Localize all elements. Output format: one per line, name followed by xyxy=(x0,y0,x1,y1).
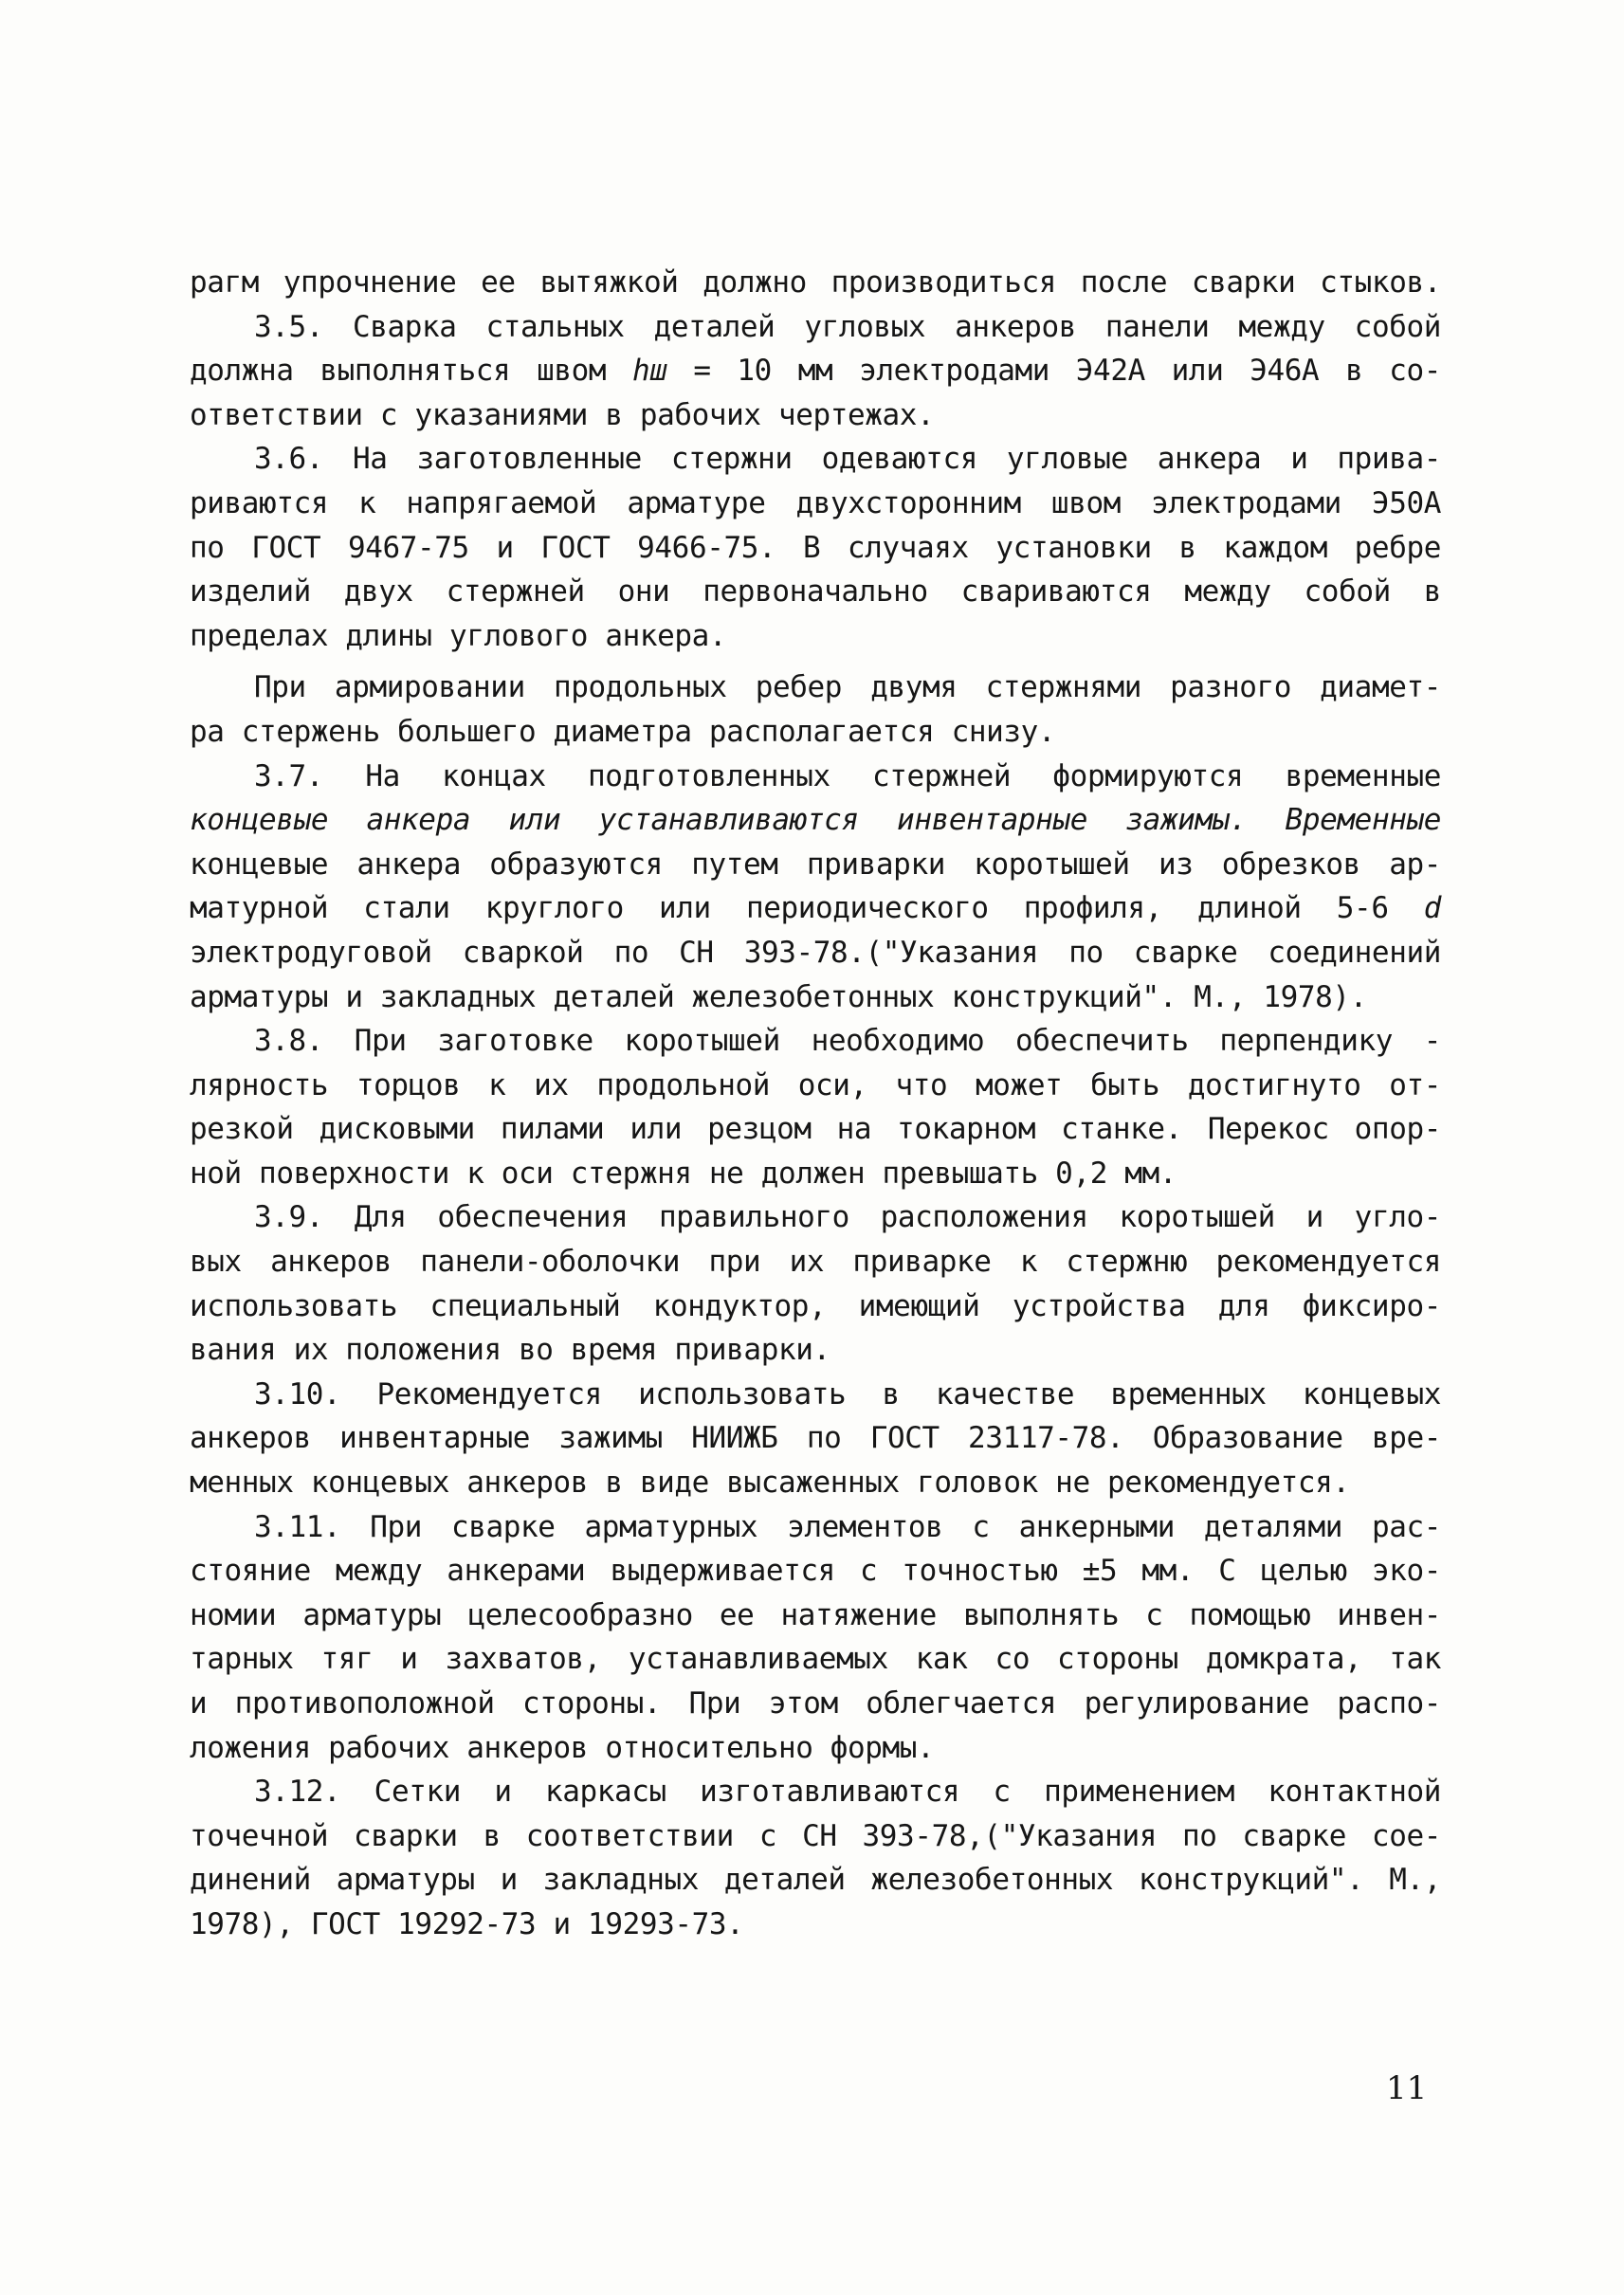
diameter-symbol: d xyxy=(1423,891,1441,926)
text-line: риваются к напрягаемой арматуре двухсторонним швом электродами Э50А xyxy=(190,485,1441,520)
text-line: лярность торцов к их продольной оси, что может быть достигнуто от- xyxy=(190,1067,1441,1102)
text-line xyxy=(190,349,1441,393)
page-number: 11 xyxy=(1386,2069,1428,2107)
text-line: ра стержень большего диаметра располагается снизу. xyxy=(190,714,1056,749)
text-line: ложения рабочих анкеров относительно формы. xyxy=(190,1730,935,1765)
weld-symbol: hш xyxy=(631,354,667,389)
text-line: вания их положения во время приварки. xyxy=(190,1333,830,1368)
text-line: номии арматуры целесообразно ее натяжение выполнять с помощью инвен- xyxy=(190,1597,1441,1632)
text-line: 3.7. На концах подготовленных стержней формируются временные xyxy=(254,758,1441,793)
text-line: арматуры и закладных деталей железобетонных конструкций". М., 1978). xyxy=(190,979,1367,1014)
text-line: концевые анкера образуются путем приварки коротышей из обрезков ар- xyxy=(190,847,1441,882)
text-line: 3.5. Сварка стальных деталей угловых анкеров панели между собой xyxy=(254,309,1441,344)
text-line: использовать специальный кондуктор, имеющий устройства для фиксиро- xyxy=(190,1288,1441,1323)
text-line: При армировании продольных ребер двумя стержнями разного диамет- xyxy=(254,670,1441,705)
text-line xyxy=(190,886,1441,931)
text-line: стояние между анкерами выдерживается с точностью ±5 мм. С целью эко- xyxy=(190,1554,1441,1589)
text-line: 3.8. При заготовке коротышей необходимо обеспечить перпендику - xyxy=(254,1024,1441,1059)
text-line: изделий двух стержней они первоначально свариваются между собой в xyxy=(190,574,1441,610)
text-line: 3.10. Рекомендуется использовать в качестве временных концевых xyxy=(254,1376,1441,1412)
text-line: пределах длины углового анкера. xyxy=(190,618,727,653)
text-line: по ГОСТ 9467-75 и ГОСТ 9466-75. В случаях установки в каждом ребре xyxy=(190,530,1441,565)
text-line: ответствии с указаниями в рабочих чертежах. xyxy=(190,397,935,432)
text-line: 3.6. На заготовленные стержни одеваются угловые анкера и прива- xyxy=(254,442,1441,477)
text-line: 3.11. При сварке арматурных элементов с анкерными деталями рас- xyxy=(254,1509,1441,1544)
text-line: резкой дисковыми пилами или резцом на токарном станке. Перекос опор- xyxy=(190,1112,1441,1147)
text-line: анкеров инвентарные зажимы НИИЖБ по ГОСТ 23117-78. Образование вре- xyxy=(190,1421,1441,1456)
text-fragment: матурной стали круглого или периодического профиля, длиной 5-6 xyxy=(190,891,1424,926)
text-line: ной поверхности к оси стержня не должен превышать 0,2 мм. xyxy=(190,1156,1177,1191)
text-line: и противоположной стороны. При этом облегчается регулирование распо- xyxy=(190,1686,1441,1721)
text-line: 1978), ГОСТ 19292-73 и 19293-73. xyxy=(190,1906,744,1941)
text-fragment: = 10 мм электродами Э42А или Э46А в со- xyxy=(666,354,1442,389)
text-line: вых анкеров панели-оболочки при их приварке к стержню рекомендуется xyxy=(190,1245,1441,1280)
text-line: менных концевых анкеров в виде высаженных головок не рекомендуется. xyxy=(190,1466,1350,1501)
text-line: тарных тяг и захватов, устанавливаемых как со стороны домкрата, так xyxy=(190,1642,1441,1677)
text-line: электродуговой сваркой по СН 393-78.("Указания по сварке соединений xyxy=(190,935,1441,970)
text-line: 3.9. Для обеспечения правильного расположения коротышей и угло- xyxy=(254,1200,1441,1235)
text-line: динений арматуры и закладных деталей железобетонных конструкций". М., xyxy=(190,1863,1441,1898)
text-line: 3.12. Сетки и каркасы изготавливаются с применением контактной xyxy=(254,1775,1441,1810)
text-line: рагм упрочнение ее вытяжкой должно производиться после сварки стыков. xyxy=(190,265,1441,300)
text-line: точечной сварки в соответствии с СН 393-78,("Указания по сварке сое- xyxy=(190,1818,1441,1853)
text-line: концевые анкера или устанавливаются инвентарные зажимы. Временные xyxy=(190,803,1441,838)
document-body xyxy=(190,261,1441,1947)
text-fragment: должна выполняться швом xyxy=(190,354,632,389)
